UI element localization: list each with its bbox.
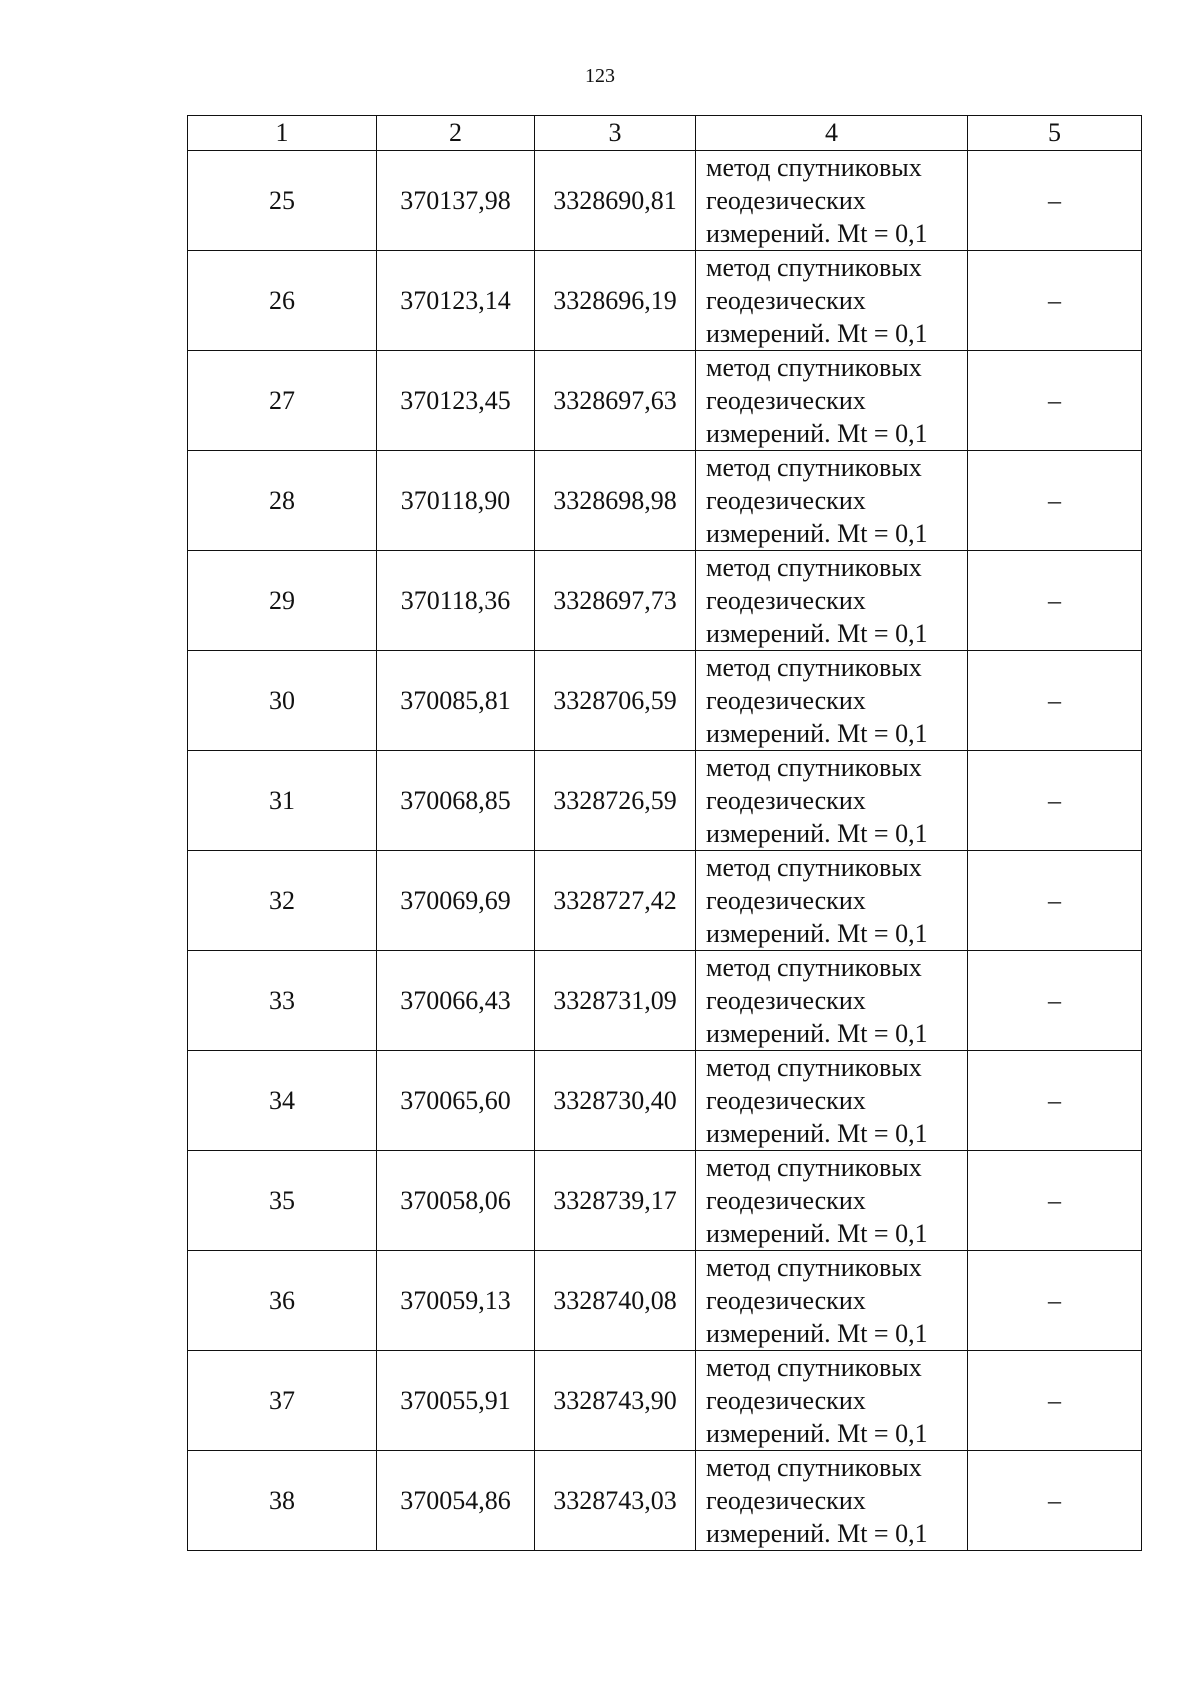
method-line: измерений. Mt = 0,1 <box>706 1319 928 1348</box>
y-coordinate-cell: 3328697,73 <box>535 551 696 651</box>
method-cell <box>696 651 968 751</box>
point-number-cell: 30 <box>188 651 377 751</box>
dash-cell: – <box>968 351 1142 451</box>
method-line: метод спутниковых <box>706 1053 922 1082</box>
method-line: метод спутниковых <box>706 753 922 782</box>
method-line: метод спутниковых <box>706 1253 922 1282</box>
method-line: геодезических <box>706 1286 866 1315</box>
method-line: метод спутниковых <box>706 953 922 982</box>
method-line: метод спутниковых <box>706 1453 922 1482</box>
dash-cell: – <box>968 151 1142 251</box>
method-cell <box>696 851 968 951</box>
method-line: геодезических <box>706 1386 866 1415</box>
method-line: измерений. Mt = 0,1 <box>706 619 928 648</box>
method-line: геодезических <box>706 186 866 215</box>
method-line: измерений. Mt = 0,1 <box>706 1019 928 1048</box>
method-line: измерений. Mt = 0,1 <box>706 319 928 348</box>
method-cell <box>696 151 968 251</box>
method-cell <box>696 351 968 451</box>
method-line: геодезических <box>706 886 866 915</box>
table-row <box>188 351 1142 451</box>
method-cell <box>696 1251 968 1351</box>
point-number-cell: 36 <box>188 1251 377 1351</box>
page-number: 123 <box>585 65 615 87</box>
method-line: геодезических <box>706 286 866 315</box>
method-line: метод спутниковых <box>706 553 922 582</box>
method-line: метод спутниковых <box>706 853 922 882</box>
method-line: геодезических <box>706 1186 866 1215</box>
table-row <box>188 451 1142 551</box>
method-cell <box>696 251 968 351</box>
method-line: измерений. Mt = 0,1 <box>706 919 928 948</box>
table-row <box>188 651 1142 751</box>
x-coordinate-cell: 370123,45 <box>377 351 535 451</box>
point-number-cell: 29 <box>188 551 377 651</box>
table-row <box>188 251 1142 351</box>
method-line: геодезических <box>706 586 866 615</box>
y-coordinate-cell: 3328706,59 <box>535 651 696 751</box>
method-line: геодезических <box>706 1486 866 1515</box>
x-coordinate-cell: 370123,14 <box>377 251 535 351</box>
x-coordinate-cell: 370066,43 <box>377 951 535 1051</box>
y-coordinate-cell: 3328739,17 <box>535 1151 696 1251</box>
x-coordinate-cell: 370058,06 <box>377 1151 535 1251</box>
dash-cell: – <box>968 1151 1142 1251</box>
dash-cell: – <box>968 1251 1142 1351</box>
point-number-cell: 35 <box>188 1151 377 1251</box>
table-row <box>188 1051 1142 1151</box>
table-row <box>188 551 1142 651</box>
dash-cell: – <box>968 251 1142 351</box>
method-line: метод спутниковых <box>706 253 922 282</box>
table-header <box>188 116 1142 151</box>
point-number-cell: 38 <box>188 1451 377 1551</box>
dash-cell: – <box>968 1351 1142 1451</box>
y-coordinate-cell: 3328698,98 <box>535 451 696 551</box>
point-number-cell: 26 <box>188 251 377 351</box>
method-line: измерений. Mt = 0,1 <box>706 219 928 248</box>
table-row <box>188 1351 1142 1451</box>
point-number-cell: 32 <box>188 851 377 951</box>
column-header-2: 2 <box>377 116 535 151</box>
method-line: геодезических <box>706 986 866 1015</box>
dash-cell: – <box>968 751 1142 851</box>
y-coordinate-cell: 3328696,19 <box>535 251 696 351</box>
method-cell <box>696 751 968 851</box>
dash-cell: – <box>968 951 1142 1051</box>
x-coordinate-cell: 370065,60 <box>377 1051 535 1151</box>
method-line: геодезических <box>706 486 866 515</box>
dash-cell: – <box>968 651 1142 751</box>
point-number-cell: 28 <box>188 451 377 551</box>
point-number-cell: 31 <box>188 751 377 851</box>
method-line: измерений. Mt = 0,1 <box>706 419 928 448</box>
method-line: измерений. Mt = 0,1 <box>706 1419 928 1448</box>
table-row <box>188 851 1142 951</box>
point-number-cell: 33 <box>188 951 377 1051</box>
method-line: метод спутниковых <box>706 1153 922 1182</box>
y-coordinate-cell: 3328731,09 <box>535 951 696 1051</box>
header-row <box>188 116 1142 151</box>
point-number-cell: 25 <box>188 151 377 251</box>
method-cell <box>696 451 968 551</box>
y-coordinate-cell: 3328726,59 <box>535 751 696 851</box>
method-cell <box>696 1351 968 1451</box>
method-cell <box>696 1151 968 1251</box>
method-line: метод спутниковых <box>706 153 922 182</box>
table-row <box>188 751 1142 851</box>
coordinates-table <box>187 115 1142 1551</box>
method-cell <box>696 951 968 1051</box>
method-line: измерений. Mt = 0,1 <box>706 819 928 848</box>
y-coordinate-cell: 3328730,40 <box>535 1051 696 1151</box>
x-coordinate-cell: 370059,13 <box>377 1251 535 1351</box>
y-coordinate-cell: 3328727,42 <box>535 851 696 951</box>
method-cell <box>696 1051 968 1151</box>
point-number-cell: 34 <box>188 1051 377 1151</box>
table-row <box>188 951 1142 1051</box>
method-line: метод спутниковых <box>706 1353 922 1382</box>
column-header-5: 5 <box>968 116 1142 151</box>
method-line: метод спутниковых <box>706 653 922 682</box>
column-header-4: 4 <box>696 116 968 151</box>
table-row <box>188 1251 1142 1351</box>
y-coordinate-cell: 3328743,90 <box>535 1351 696 1451</box>
x-coordinate-cell: 370137,98 <box>377 151 535 251</box>
method-line: геодезических <box>706 1086 866 1115</box>
method-cell <box>696 551 968 651</box>
x-coordinate-cell: 370085,81 <box>377 651 535 751</box>
x-coordinate-cell: 370055,91 <box>377 1351 535 1451</box>
dash-cell: – <box>968 551 1142 651</box>
dash-cell: – <box>968 1051 1142 1151</box>
method-line: измерений. Mt = 0,1 <box>706 719 928 748</box>
point-number-cell: 27 <box>188 351 377 451</box>
y-coordinate-cell: 3328740,08 <box>535 1251 696 1351</box>
method-line: метод спутниковых <box>706 353 922 382</box>
table-row <box>188 1451 1142 1551</box>
method-line: геодезических <box>706 386 866 415</box>
table-row <box>188 1151 1142 1251</box>
x-coordinate-cell: 370068,85 <box>377 751 535 851</box>
table-row <box>188 151 1142 251</box>
table-body <box>188 151 1142 1551</box>
column-header-1: 1 <box>188 116 377 151</box>
method-line: измерений. Mt = 0,1 <box>706 1219 928 1248</box>
dash-cell: – <box>968 851 1142 951</box>
y-coordinate-cell: 3328743,03 <box>535 1451 696 1551</box>
dash-cell: – <box>968 1451 1142 1551</box>
point-number-cell: 37 <box>188 1351 377 1451</box>
y-coordinate-cell: 3328690,81 <box>535 151 696 251</box>
x-coordinate-cell: 370054,86 <box>377 1451 535 1551</box>
dash-cell: – <box>968 451 1142 551</box>
column-header-3: 3 <box>535 116 696 151</box>
method-line: метод спутниковых <box>706 453 922 482</box>
method-line: измерений. Mt = 0,1 <box>706 1519 928 1548</box>
x-coordinate-cell: 370069,69 <box>377 851 535 951</box>
y-coordinate-cell: 3328697,63 <box>535 351 696 451</box>
x-coordinate-cell: 370118,36 <box>377 551 535 651</box>
method-line: геодезических <box>706 686 866 715</box>
method-line: измерений. Mt = 0,1 <box>706 1119 928 1148</box>
x-coordinate-cell: 370118,90 <box>377 451 535 551</box>
method-line: измерений. Mt = 0,1 <box>706 519 928 548</box>
method-line: геодезических <box>706 786 866 815</box>
method-cell <box>696 1451 968 1551</box>
